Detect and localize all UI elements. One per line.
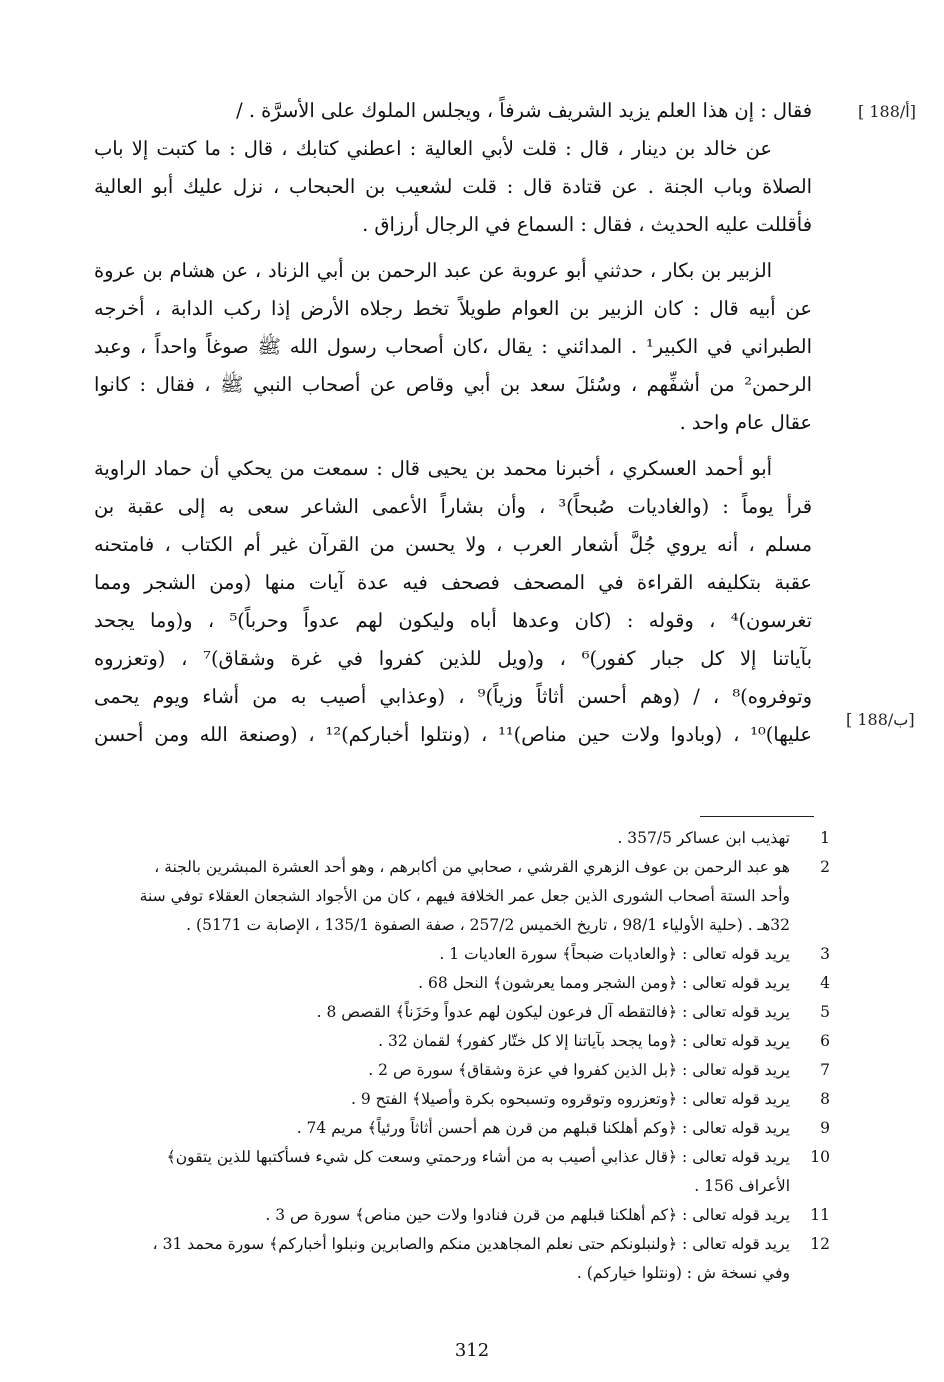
footnote-text: يريد قوله تعالى : ﴿والعاديات ضبحاً﴾ سورة العاديات 1 .: [439, 945, 790, 963]
footnote-text: وفي نسخة ش : (ونتلوا خياركم) .: [576, 1264, 790, 1282]
footnote-number: 12: [810, 1235, 830, 1253]
text-line: الصلاة وباب الجنة . عن قتادة قال : قلت لشعيب بن الحبحاب ، نزل عليك أبو العالية: [94, 175, 812, 198]
footnote-text: يريد قوله تعالى : ﴿فالتقطه آل فرعون ليكون لهم عدواً وحَزَناً﴾ القصص 8 .: [316, 1003, 790, 1021]
text-line: عن أبيه قال : كان الزبير بن العوام طويلاً تخط رجلاه الأرض إذا ركب الدابة ، أخرجه: [94, 297, 812, 320]
footnote: [60, 1230, 830, 1288]
footnote-number: 7: [820, 1061, 830, 1079]
footnote: [60, 969, 830, 998]
text-line: عن خالد بن دينار ، قال : قلت لأبي العالية : اعطني كتابك ، قال : ما كتبت إلا باب: [94, 137, 772, 160]
footnote-number: 4: [820, 974, 830, 992]
margin-note-188a: [ 188/أ]: [858, 102, 916, 121]
text-line: الطبراني في الكبير¹ . المدائني : يقال ،كان أصحاب رسول الله ﷺ صوغاً واحداً ، وعبد: [94, 335, 812, 358]
text-line: الزبير بن بكار ، حدثني أبو عروبة عن عبد الرحمن بن أبي الزناد ، عن هشام بن عروة: [94, 259, 772, 282]
footnote-text: 32هـ . (حلية الأولياء 98/1 ، تاريخ الخميس 257/2 ، صفة الصفوة 135/1 ، الإصابة ت 5171) .: [186, 916, 790, 934]
footnote-text: يريد قوله تعالى : ﴿كم أهلكنا قبلهم من قرن فنادوا ولات حين مناص﴾ سورة ص 3 .: [265, 1206, 790, 1224]
text-line: الرحمن² من أشفِّهم ، وسُئلَ سعد بن أبي وقاص عن أصحاب النبي ﷺ ، فقال : كانوا: [94, 373, 812, 396]
text-line: عليها)¹⁰ ، (وبادوا ولات حين مناص)¹¹ ، (ونتلوا أخباركم)¹² ، (وصنعة الله ومن أحسن: [94, 723, 812, 746]
footnote-text: يريد قوله تعالى : ﴿ومن الشجر ومما يعرشون﴾ النحل 68 .: [418, 974, 790, 992]
footnote: [60, 1143, 830, 1201]
text-line: تغرسون)⁴ ، وقوله : (كان وعدها أباه وليكون لهم عدواً وحرباً)⁵ ، و(وما يجحد: [94, 609, 812, 632]
footnote: [60, 940, 830, 969]
text-line: مسلم ، أنه يروي جُلَّ أشعار العرب ، ولا يحسن من القرآن غير أم الكتاب ، فامتحنه: [94, 533, 812, 556]
footnote-text: وأحد الستة أصحاب الشورى الذين جعل عمر الخلافة فيهم ، كان من الأجواد الشجعان العقلاء توفي سنة: [139, 887, 790, 905]
footnote-text: يريد قوله تعالى : ﴿وما يجحد بآياتنا إلا كل ختّار كفور﴾ لقمان 32 .: [378, 1032, 790, 1050]
text-line: فقال : إن هذا العلم يزيد الشريف شرفاً ، ويجلس الملوك على الأسرَّة . /: [236, 99, 812, 122]
footnote: [60, 824, 830, 853]
text-line: أبو أحمد العسكري ، أخبرنا محمد بن يحيى قال : سمعت من يحكي أن حماد الراوية: [94, 457, 772, 480]
footnote-text: يريد قوله تعالى : ﴿قال عذابي أصيب به من أشاء ورحمتي وسعت كل شيء فسأكتبها للذين يتقون﴾: [166, 1148, 790, 1166]
footnote-text: هو عبد الرحمن بن عوف الزهري القرشي ، صحابي من أكابرهم ، وهو أحد العشرة المبشرين بالجنة ،: [154, 858, 790, 876]
footnote: [60, 998, 830, 1027]
text-line: عقال عام واحد .: [679, 411, 812, 434]
page-number: 312: [454, 1340, 490, 1361]
footnote-text: تهذيب ابن عساكر 357/5 .: [617, 829, 790, 847]
footnote-number: 3: [820, 945, 830, 963]
text-line: وتوفروه)⁸ ، / (وهم أحسن أثاثاً وزياً)⁹ ، (وعذابي أصيب به من أشاء ويوم يحمى: [94, 685, 812, 708]
text-line: بآياتنا إلا كل جبار كفور)⁶ ، و(ويل للذين كفروا في غرة وشقاق)⁷ ، (وتعزروه: [94, 647, 812, 670]
main-text: [94, 92, 812, 754]
margin-note-188b: [ 188/ب]: [846, 710, 915, 729]
footnote-separator: [700, 816, 814, 817]
footnote: [60, 1114, 830, 1143]
footnote: [60, 1085, 830, 1114]
footnote: [60, 1027, 830, 1056]
footnote-text: يريد قوله تعالى : ﴿ولنبلونكم حتى نعلم المجاهدين منكم والصابرين ونبلوا أخباركم﴾ سورة محمد 31 ،: [152, 1235, 790, 1253]
text-line: فأقللت عليه الحديث ، فقال : السماع في الرجال أرزاق .: [362, 213, 812, 236]
footnotes: [60, 824, 830, 1288]
footnote-number: 8: [820, 1090, 830, 1108]
footnote-number: 9: [820, 1119, 830, 1137]
footnote-number: 6: [820, 1032, 830, 1050]
footnote-number: 10: [810, 1148, 830, 1166]
text-line: قرأ يوماً : (والغاديات صُبحاً)³ ، وأن بشاراً الأعمى الشاعر سعى به إلى عقبة بن: [94, 495, 812, 518]
footnote: [60, 1201, 830, 1230]
footnote-text: الأعراف 156 .: [694, 1177, 790, 1195]
footnote: [60, 1056, 830, 1085]
footnote-number: 11: [810, 1206, 830, 1224]
footnote-text: يريد قوله تعالى : ﴿وكم أهلكنا قبلهم من قرن هم أحسن أثاثاً ورئياً﴾ مريم 74 .: [296, 1119, 790, 1137]
text-line: عقبة بتكليفه القراءة في المصحف فصحف فيه عدة آيات منها (ومن الشجر ومما: [94, 571, 812, 594]
footnote-text: يريد قوله تعالى : ﴿بل الذين كفروا في عزة وشقاق﴾ سورة ص 2 .: [368, 1061, 790, 1079]
footnote-text: يريد قوله تعالى : ﴿وتعزروه وتوقروه وتسبحوه بكرة وأصيلا﴾ الفتح 9 .: [350, 1090, 790, 1108]
footnote-number: 2: [820, 858, 830, 876]
footnote-number: 5: [820, 1003, 830, 1021]
footnote-number: 1: [820, 829, 830, 847]
footnote: [60, 853, 830, 940]
